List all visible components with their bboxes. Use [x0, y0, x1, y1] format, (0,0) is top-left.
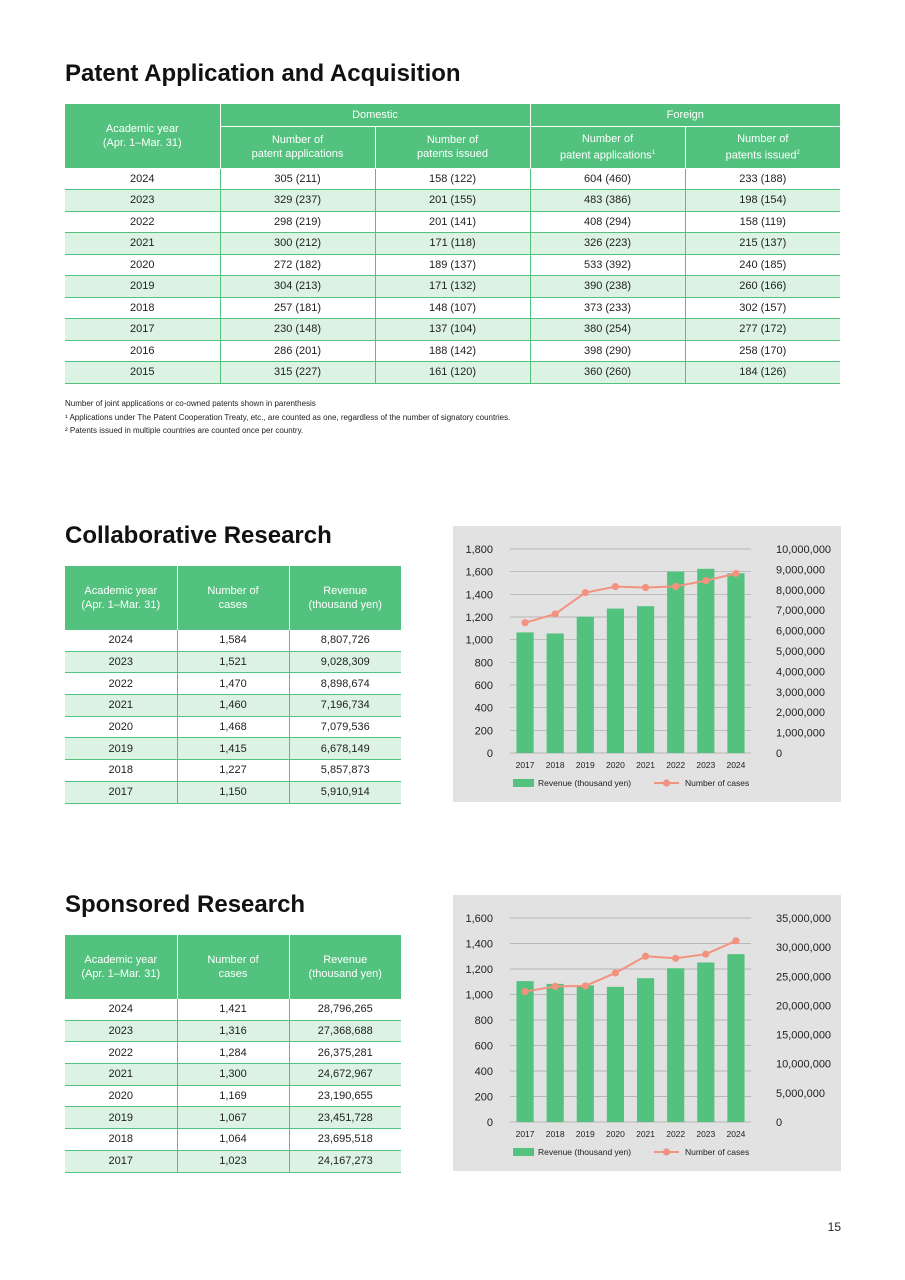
header-line: Academic year [84, 954, 158, 966]
collab-table-row [65, 651, 401, 673]
domestic-applications-header [220, 126, 375, 168]
cases-point [672, 955, 679, 962]
sponsored-section-title: Sponsored Research [65, 891, 306, 918]
table-cell: 2020 [65, 254, 220, 276]
legend-revenue-swatch [513, 1148, 534, 1156]
y-tick-right: 8,000,000 [776, 584, 825, 597]
header-line: Number of [581, 132, 634, 145]
legend-revenue-label: Revenue (thousand yen) [538, 778, 632, 788]
table-cell: 257 (181) [220, 297, 375, 319]
table-cell: 24,167,273 [289, 1150, 401, 1172]
header-line: Academic year [84, 585, 158, 597]
table-cell: 2021 [65, 233, 220, 255]
y-tick-right: 10,000,000 [776, 1058, 832, 1071]
legend-cases-marker [663, 779, 670, 786]
table-cell: 2020 [65, 1085, 177, 1107]
table-cell: 1,227 [177, 760, 289, 782]
note-2: ² Patents issued in multiple countries are counted once per country. [65, 426, 304, 435]
table-cell: 1,468 [177, 716, 289, 738]
revenue-bar [577, 985, 594, 1122]
table-cell: 198 (154) [685, 190, 840, 212]
table-cell: 286 (201) [220, 340, 375, 362]
table-cell: 2022 [65, 211, 220, 233]
table-cell: 7,079,536 [289, 716, 401, 738]
cases-point [612, 583, 619, 590]
table-cell: 298 (219) [220, 211, 375, 233]
table-cell: 408 (294) [530, 211, 685, 233]
table-cell: 158 (119) [685, 211, 840, 233]
patent-section-title: Patent Application and Acquisition [65, 60, 461, 87]
domestic-header: Domestic [220, 104, 530, 126]
cases-point [702, 577, 709, 584]
table-cell: 7,196,734 [289, 695, 401, 717]
sponsored-table-row [65, 1129, 401, 1151]
table-cell: 158 (122) [375, 168, 530, 190]
y-tick-left: 400 [474, 1066, 493, 1078]
y-tick-left: 0 [486, 748, 493, 760]
collab-cases-header [177, 566, 289, 630]
cases-point [732, 570, 739, 577]
y-tick-right: 5,000,000 [776, 646, 825, 658]
x-tick-label: 2022 [666, 760, 686, 770]
table-cell: 304 (213) [220, 276, 375, 298]
collab-table-row [65, 630, 401, 651]
sponsored-revenue-header [289, 935, 401, 999]
header-line: Number of [207, 954, 259, 966]
y-tick-left: 200 [474, 1091, 493, 1104]
header-line: Revenue [323, 585, 368, 597]
y-tick-right: 20,000,000 [776, 1000, 832, 1013]
table-cell: 23,695,518 [289, 1129, 401, 1151]
y-tick-left: 1,400 [465, 589, 493, 602]
table-cell: 2022 [65, 1042, 177, 1064]
table-cell: 23,190,655 [289, 1085, 401, 1107]
y-tick-left: 1,400 [465, 938, 493, 951]
table-cell: 1,415 [177, 738, 289, 760]
x-tick-label: 2024 [726, 1129, 746, 1139]
table-cell: 1,421 [177, 999, 289, 1020]
collab-table-row [65, 695, 401, 717]
revenue-bar [637, 606, 654, 753]
legend-cases-label: Number of cases [685, 778, 750, 788]
table-cell: 604 (460) [530, 168, 685, 190]
legend-revenue-swatch [513, 779, 534, 787]
sponsored-cases-header [177, 935, 289, 999]
table-cell: 373 (233) [530, 297, 685, 319]
revenue-bar [667, 571, 684, 753]
y-tick-left: 800 [474, 657, 493, 670]
table-cell: 326 (223) [530, 233, 685, 255]
sponsored-year-header [65, 935, 177, 999]
cases-point [642, 584, 649, 591]
header-line: patent applications [251, 148, 344, 160]
footnote-marker: 1 [651, 149, 656, 156]
cases-point [582, 982, 589, 989]
table-cell: 2024 [65, 999, 177, 1020]
y-tick-left: 600 [474, 680, 493, 692]
table-cell: 1,300 [177, 1064, 289, 1086]
y-tick-right: 25,000,000 [776, 971, 832, 984]
table-cell: 8,898,674 [289, 673, 401, 695]
table-cell: 201 (155) [375, 190, 530, 212]
table-cell: 23,451,728 [289, 1107, 401, 1129]
y-tick-right: 15,000,000 [776, 1029, 832, 1042]
cases-point [521, 619, 528, 626]
header-line: (Apr. 1–Mar. 31) [81, 968, 161, 980]
table-cell: 1,470 [177, 673, 289, 695]
table-cell: 1,023 [177, 1150, 289, 1172]
footnote-marker: 2 [796, 149, 800, 156]
revenue-bar [516, 632, 533, 753]
table-cell: 240 (185) [685, 254, 840, 276]
table-cell: 171 (118) [375, 233, 530, 255]
y-tick-left: 1,000 [465, 989, 493, 1002]
y-tick-left: 0 [486, 1117, 493, 1129]
cases-point [552, 610, 559, 617]
y-tick-left: 1,800 [465, 544, 493, 556]
table-cell: 215 (137) [685, 233, 840, 255]
table-cell: 360 (260) [530, 362, 685, 384]
table-cell: 2023 [65, 1020, 177, 1042]
patent-table-row [65, 233, 840, 255]
table-cell: 2022 [65, 673, 177, 695]
table-cell: 2016 [65, 340, 220, 362]
table-cell: 2024 [65, 630, 177, 651]
collab-year-header [65, 566, 177, 630]
collab-table [65, 566, 401, 804]
y-tick-right: 5,000,000 [776, 1087, 825, 1100]
table-cell: 302 (157) [685, 297, 840, 319]
patent-table-row [65, 340, 840, 362]
y-tick-left: 600 [474, 1040, 493, 1053]
revenue-bar [697, 962, 714, 1122]
revenue-bar [577, 617, 594, 753]
cases-point [612, 969, 619, 976]
table-cell: 5,910,914 [289, 781, 401, 803]
sponsored-table [65, 935, 401, 1173]
collab-chart [453, 526, 841, 802]
y-tick-right: 30,000,000 [776, 942, 832, 955]
patent-table-row [65, 168, 840, 190]
x-tick-label: 2019 [575, 760, 595, 770]
header-line: Number of [426, 134, 479, 146]
x-tick-label: 2023 [696, 760, 716, 770]
page-number: 15 [827, 1220, 841, 1234]
table-cell: 161 (120) [375, 362, 530, 384]
collab-table-row [65, 738, 401, 760]
table-cell: 2023 [65, 651, 177, 673]
table-cell: 300 (212) [220, 233, 375, 255]
y-tick-left: 1,600 [465, 913, 493, 925]
legend-cases-label: Number of cases [685, 1147, 750, 1157]
cases-point [702, 951, 709, 958]
table-cell: 2021 [65, 695, 177, 717]
table-cell: 2017 [65, 1150, 177, 1172]
table-cell: 398 (290) [530, 340, 685, 362]
table-cell: 1,064 [177, 1129, 289, 1151]
note-1: ¹ Applications under The Patent Cooperation Treaty, etc., are counted as one, regardless of the number of signatory countries. [65, 412, 511, 422]
header-line: patents issued [725, 149, 797, 162]
table-cell: 1,067 [177, 1107, 289, 1129]
revenue-bar [607, 987, 624, 1122]
header-line: (Apr. 1–Mar. 31) [81, 599, 161, 611]
revenue-bar [667, 968, 684, 1122]
table-cell: 258 (170) [685, 340, 840, 362]
table-cell: 2024 [65, 168, 220, 190]
header-line: Academic year [105, 122, 179, 135]
table-cell: 1,284 [177, 1042, 289, 1064]
x-tick-label: 2020 [605, 760, 625, 770]
patent-table-row [65, 211, 840, 233]
header-line: Number of [207, 585, 259, 597]
table-cell: 6,678,149 [289, 738, 401, 760]
table-cell: 2020 [65, 716, 177, 738]
y-tick-left: 1,600 [465, 566, 493, 579]
sponsored-table-row [65, 1042, 401, 1064]
revenue-bar [727, 573, 744, 753]
table-cell: 230 (148) [220, 319, 375, 341]
revenue-bar [607, 609, 624, 753]
patent-notes [65, 397, 510, 438]
table-cell: 329 (237) [220, 190, 375, 212]
revenue-bar [727, 954, 744, 1122]
sponsored-table-row [65, 1020, 401, 1042]
revenue-bar [516, 981, 533, 1122]
y-tick-left: 1,200 [465, 964, 493, 976]
y-tick-left: 800 [474, 1015, 493, 1027]
table-cell: 2018 [65, 760, 177, 782]
patent-table-row [65, 297, 840, 319]
table-cell: 2019 [65, 276, 220, 298]
foreign-applications-header [530, 126, 685, 168]
y-tick-right: 4,000,000 [776, 666, 825, 679]
sponsored-table-row [65, 1085, 401, 1107]
sponsored-chart [453, 895, 841, 1171]
y-tick-left: 1,000 [465, 634, 493, 647]
header-line: (Apr. 1–Mar. 31) [102, 136, 182, 149]
table-cell: 26,375,281 [289, 1042, 401, 1064]
note-parenthesis: Number of joint applications or co-owned patents shown in parenthesis [65, 399, 316, 408]
table-cell: 272 (182) [220, 254, 375, 276]
table-cell: 533 (392) [530, 254, 685, 276]
collab-revenue-header [289, 566, 401, 630]
table-cell: 277 (172) [685, 319, 840, 341]
sponsored-table-row [65, 999, 401, 1020]
table-cell: 2015 [65, 362, 220, 384]
table-cell: 5,857,873 [289, 760, 401, 782]
header-line: Number of [737, 132, 789, 145]
collab-table-row [65, 716, 401, 738]
table-cell: 9,028,309 [289, 651, 401, 673]
table-cell: 1,150 [177, 781, 289, 803]
academic-year-header [65, 104, 220, 168]
patent-table-row [65, 276, 840, 298]
cases-point [732, 937, 739, 944]
y-tick-left: 1,200 [465, 612, 493, 624]
table-cell: 305 (211) [220, 168, 375, 190]
header-line: Revenue [323, 954, 368, 966]
header-line: patent applications [559, 149, 652, 162]
patent-table [65, 104, 840, 384]
foreign-header: Foreign [530, 104, 840, 126]
y-tick-right: 6,000,000 [776, 625, 825, 638]
cases-point [552, 983, 559, 990]
cases-point [582, 589, 589, 596]
patent-table-row [65, 319, 840, 341]
table-cell: 260 (166) [685, 276, 840, 298]
y-tick-left: 200 [474, 725, 493, 738]
sponsored-table-row [65, 1107, 401, 1129]
sponsored-table-row [65, 1150, 401, 1172]
header-line: cases [218, 599, 248, 611]
y-tick-right: 0 [776, 1117, 783, 1129]
table-cell: 2019 [65, 1107, 177, 1129]
table-cell: 1,584 [177, 630, 289, 651]
collab-table-row [65, 760, 401, 782]
table-cell: 201 (141) [375, 211, 530, 233]
legend-cases-marker [663, 1148, 670, 1155]
table-cell: 189 (137) [375, 254, 530, 276]
header-line: Number of [271, 134, 324, 146]
foreign-issued-header [685, 126, 840, 168]
y-tick-right: 7,000,000 [776, 605, 825, 618]
x-tick-label: 2020 [605, 1129, 625, 1139]
y-tick-right: 0 [776, 748, 783, 760]
table-cell: 1,169 [177, 1085, 289, 1107]
table-cell: 2021 [65, 1064, 177, 1086]
sponsored-chart-panel [453, 895, 841, 1171]
table-cell: 184 (126) [685, 362, 840, 384]
header-line: cases [218, 968, 248, 980]
y-tick-left: 400 [474, 702, 493, 715]
x-tick-label: 2017 [515, 760, 535, 770]
table-cell: 315 (227) [220, 362, 375, 384]
revenue-bar [547, 984, 564, 1122]
table-cell: 2017 [65, 781, 177, 803]
collab-chart-panel [453, 526, 841, 802]
table-cell: 148 (107) [375, 297, 530, 319]
x-tick-label: 2018 [545, 760, 565, 770]
header-line: (thousand yen) [308, 968, 382, 980]
cases-point [672, 583, 679, 590]
collab-section-title: Collaborative Research [65, 522, 332, 549]
revenue-bar [547, 633, 564, 753]
y-tick-right: 2,000,000 [776, 707, 825, 720]
table-cell: 2019 [65, 738, 177, 760]
table-cell: 171 (132) [375, 276, 530, 298]
legend-revenue-label: Revenue (thousand yen) [538, 1147, 632, 1157]
table-cell: 137 (104) [375, 319, 530, 341]
x-tick-label: 2017 [515, 1129, 535, 1139]
collab-table-row [65, 781, 401, 803]
table-cell: 28,796,265 [289, 999, 401, 1020]
table-cell: 188 (142) [375, 340, 530, 362]
header-line: (thousand yen) [308, 599, 382, 611]
table-cell: 1,521 [177, 651, 289, 673]
table-cell: 2018 [65, 297, 220, 319]
table-cell: 390 (238) [530, 276, 685, 298]
y-tick-right: 10,000,000 [776, 544, 832, 556]
table-cell: 24,672,967 [289, 1064, 401, 1086]
table-cell: 27,368,688 [289, 1020, 401, 1042]
x-tick-label: 2021 [636, 1129, 656, 1139]
collab-table-row [65, 673, 401, 695]
header-line: patents issued [417, 148, 488, 160]
y-tick-right: 35,000,000 [776, 913, 832, 925]
x-tick-label: 2024 [726, 760, 746, 770]
domestic-issued-header [375, 126, 530, 168]
x-tick-label: 2022 [666, 1129, 686, 1139]
table-cell: 2017 [65, 319, 220, 341]
table-cell: 233 (188) [685, 168, 840, 190]
table-cell: 1,316 [177, 1020, 289, 1042]
sponsored-table-row [65, 1064, 401, 1086]
patent-table-row [65, 254, 840, 276]
y-tick-right: 3,000,000 [776, 686, 825, 699]
y-tick-right: 1,000,000 [776, 727, 825, 740]
x-tick-label: 2023 [696, 1129, 716, 1139]
x-tick-label: 2021 [636, 760, 656, 770]
cases-point [642, 953, 649, 960]
table-cell: 8,807,726 [289, 630, 401, 651]
table-cell: 380 (254) [530, 319, 685, 341]
y-tick-right: 9,000,000 [776, 564, 825, 577]
x-tick-label: 2019 [575, 1129, 595, 1139]
x-tick-label: 2018 [545, 1129, 565, 1139]
patent-table-row [65, 190, 840, 212]
cases-point [521, 988, 528, 995]
revenue-bar [697, 569, 714, 753]
table-cell: 2018 [65, 1129, 177, 1151]
table-cell: 483 (386) [530, 190, 685, 212]
revenue-bar [637, 978, 654, 1122]
patent-table-row [65, 362, 840, 384]
table-cell: 2023 [65, 190, 220, 212]
table-cell: 1,460 [177, 695, 289, 717]
